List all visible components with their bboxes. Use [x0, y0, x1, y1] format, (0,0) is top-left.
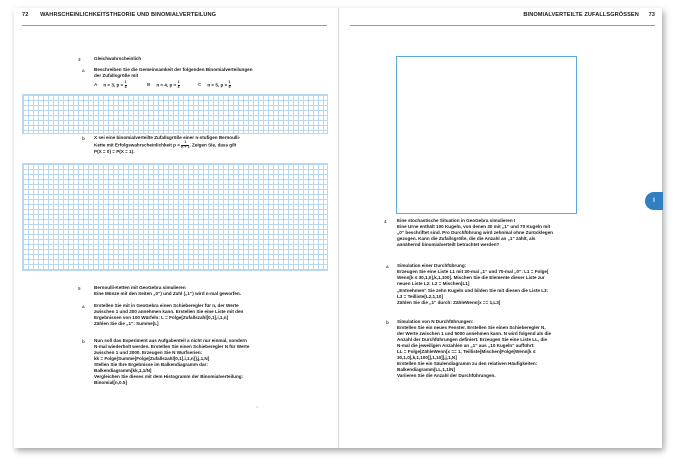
exercise-5b-line: zwischen 1 und 2000. Erzeugen Sie N Wurfserien: [94, 350, 203, 355]
exercise-5a-line: Zählen Sie die „1“: Summe[L] [94, 321, 159, 326]
exercise-4a-line: Erzeugen Sie eine Liste L1 mit 30-mal „1“ und 70-mal „0“: L1 = Folge[ [397, 269, 549, 274]
exercise-5a-label: a [82, 304, 85, 309]
exercise-3b-label: b [82, 136, 85, 141]
exercise-4b-line: N-mal die jeweiligen Anzahlen an „1“ aus „10 Kugeln“ aufführt: [397, 343, 535, 348]
exercise-3a-text-2: der Zufallsgröße mit [94, 73, 139, 78]
exercise-5-number: 5 [78, 286, 81, 291]
answer-grid-3b[interactable] [22, 163, 328, 271]
left-header-title: WAHRSCHEINLICHKEITSTHEORIE UND BINOMIALVERTEILUNG [40, 12, 217, 18]
exercise-5b-line: Vergleichen Sie dieses mit dem Histogramm der Binomialverteilung: [94, 374, 244, 379]
exercise-5b-line: Stellen Sie Ihre Ergebnisse im Balkendiagramm dar: [94, 362, 208, 367]
exercise-5b-line: Binomial[n,0.5] [94, 380, 127, 385]
exercise-3a-text-1: Beschreiben Sie die Gemeinsamkeit der folgenden Binomialverteilungen [94, 67, 253, 72]
exercise-4-intro-line: Eine Urne enthält 100 Kugeln, von denen 30 mit „1“ und 70 Kugeln mit [397, 224, 551, 229]
exercise-5b-line: Balkendiagramm[kk,1,1/N] [94, 368, 152, 373]
answer-grid-3a[interactable] [22, 94, 328, 134]
exercise-3a-option-b: B n = 4, p = $\frac{1}{4}$ [147, 80, 180, 89]
exercise-4b-title: Simulation von N Durchführungen: [397, 319, 474, 324]
exercise-5b-line: Nun soll das Experiment aus Aufgabenteil a nicht nur einmal, sondern [94, 338, 247, 343]
exercise-4-number: 4 [384, 219, 387, 224]
right-header-title: BINOMIALVERTEILTE ZUFALLSGRÖSSEN [523, 12, 639, 18]
right-page-number: 73 [648, 12, 655, 18]
exercise-3b-text-2: Kette mit Erfolgswahrscheinlichkeit p = $\frac{1}{n + 1}$ . Zeigen Sie, dass gilt [94, 140, 237, 149]
exercise-4-intro-line: gezogen. Kann die Zufallsgröße, die die Anzahl an „1“ zählt, als [397, 236, 536, 241]
right-page-header [350, 12, 655, 26]
left-page-header [22, 12, 327, 26]
exercise-4a-line: L3 = Teilliste[L2,1,10] [397, 294, 443, 299]
exercise-3a-option-a: A n = 3, p = $\frac{1}{3}$ [94, 80, 127, 89]
exercise-4a-line: Wenn[k ≤ 30,1,0],k,1,100]. Mischen Sie die Elemente dieser Liste zur [397, 275, 545, 280]
exercise-3-title: Gleichwahrscheinlich [94, 56, 142, 61]
exercise-5b-line: kk = Folge[Summe[Folge[Zufallszahl[0,1],i,1,n]],j,1,N] [94, 356, 210, 361]
exercise-4a-title: Simulation einer Durchführung: [397, 263, 467, 268]
exercise-4b-line: LL = Folge[ZähleWenn[x == 1, Teilliste[Mischen[Folge[Wenn[k ≤ [397, 349, 536, 354]
decorative-dot: ○ [256, 404, 259, 409]
exercise-3b-text-1: X sei eine binomialverteilte Zufallsgröße einer n-stufigen Bernoulli- [94, 135, 241, 140]
exercise-5b-label: b [82, 339, 85, 344]
exercise-5b-line: N-mal wiederholt werden. Erstellen Sie einen Schieberegler N für Werte [94, 344, 250, 349]
exercise-4-intro-line: „0“ beschriftet sind. Pro Durchführung wird zehnmal ohne Zurücklegen [397, 230, 553, 235]
left-page-number: 72 [22, 12, 29, 18]
image-placeholder-frame [396, 56, 577, 214]
exercise-5-title: Bernoulli-Ketten mit GeoGebra simulieren [94, 285, 186, 290]
exercise-4b-line: der Werte zwischen 1 und 5000 annehmen kann. N wird folgend als die [397, 331, 552, 336]
exercise-4b-label: b [386, 320, 389, 325]
exercise-5a-line: Erstellen Sie mit in GeoGebra einen Schieberegler für n, der Werte [94, 303, 239, 308]
chapter-tab[interactable]: I [645, 192, 663, 210]
exercise-4a-line: neuen Liste L2: L2 = Mischen[L1] [397, 281, 470, 286]
exercise-4-title: Eine stochastische Situation in GeoGebra simulieren I [397, 218, 516, 223]
exercise-3a-label: a [82, 68, 85, 73]
exercise-5-intro: Eine Münze mit den Seiten „0“) und Zahl („1“) wird n-mal geworfen. [94, 291, 242, 296]
exercise-3-number: 3 [78, 57, 81, 62]
exercise-3b-text-3: P(X = 0) = P(X = 1). [94, 149, 135, 154]
exercise-4b-line: Balkendiagramm[LL,1,1/N] [397, 367, 455, 372]
exercise-5a-line: Ergebnissen von 100 Würfeln: L = Folge[Zufallszahl[0,1],i,1,n] [94, 315, 229, 320]
exercise-4b-line: Erstellen Sie ein Säulendiagramm zu den relativen Häufigkeiten: [397, 361, 538, 366]
page-spine [338, 8, 339, 448]
exercise-5a-line: zwischen 1 und 200 annehmen kann. Erstellen Sie eine Liste mit den [94, 309, 244, 314]
exercise-4-intro-line: annähernd binomialverteilt betrachtet werden? [397, 242, 500, 247]
exercise-4b-line: Variieren Sie die Anzahl der Durchführungen. [397, 373, 496, 378]
exercise-4a-line: „Entnehmen“ Sie zehn Kugeln und bilden Sie mit diesen die Liste L3: [397, 288, 549, 293]
exercise-4b-line: Erstellen Sie ein neues Fenster. Erstellen Sie einen Schieberegler N, [397, 325, 546, 330]
exercise-3a-option-c: C n = 5, p = $\frac{1}{5}$ [198, 80, 231, 89]
exercise-4a-label: a [386, 264, 389, 269]
exercise-4b-line: 30,1,0],k,1,100]],1,10]],j,1,N] [397, 355, 457, 360]
exercise-4b-line: Anzahl der Durchführungen definiert. Erzeugen Sie eine Liste LL, die [397, 337, 548, 342]
exercise-4a-line: Zählen Sie die „1“ durch: ZähleWenn[x == 1,L3] [397, 300, 501, 305]
